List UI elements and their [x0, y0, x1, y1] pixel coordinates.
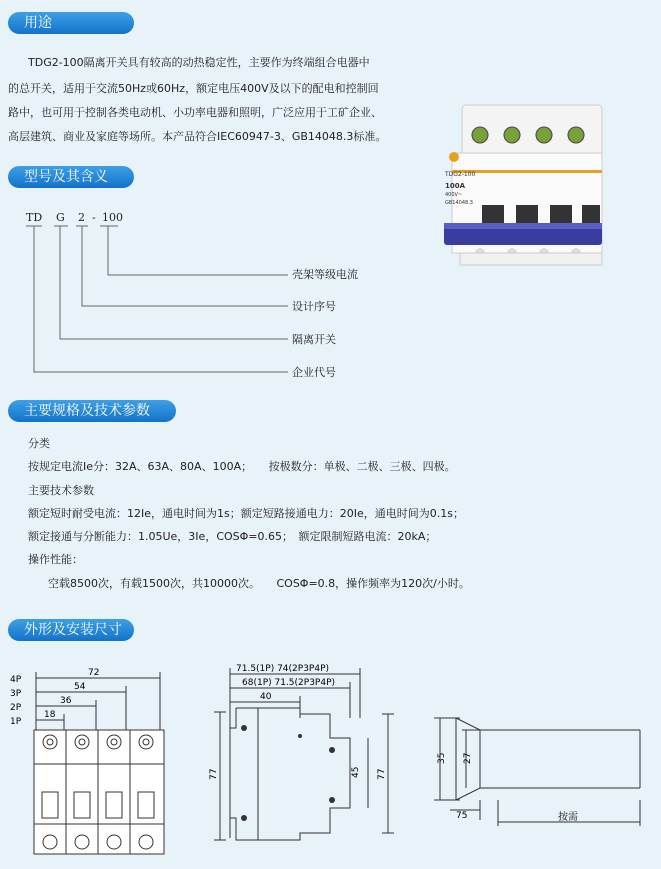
spec-tech-line-2: 额定接通与分断能力：1.05Ue，3Ie，COSΦ=0.65； 额定限制短路电流：20kA； — [28, 530, 437, 543]
pole-2p: 2P — [10, 703, 22, 713]
usage-line-1: TDG2-100隔离开关具有较高的动热稳定性，主要作为终端组合电器中 — [28, 56, 370, 69]
side-view-drawing — [200, 658, 410, 858]
spec-tech-title: 主要技术参数 — [28, 484, 94, 497]
side-top-dim-2: 68(1P) 71.5(2P3P4P) — [242, 678, 336, 688]
spec-classification-line: 按规定电流Ie分：32A、63A、80A、100A； 按极数分：单极、二极、三极、四极。 — [28, 460, 456, 473]
model-part-100: 100 — [102, 211, 123, 224]
product-rating-text: 100A — [445, 182, 466, 190]
width-36: 36 — [60, 696, 72, 706]
spec-operation-line: 空载8500次，有载1500次，共10000次。 COSΦ=0.8，操作频率为120次/小时。 — [48, 577, 470, 590]
usage-line-2: 的总开关，适用于交流50Hz或60Hz，额定电压400V及以下的配电和控制回 — [8, 82, 379, 95]
side-dim-77a: 77 — [209, 768, 219, 780]
model-code-lines — [0, 0, 300, 390]
width-72: 72 — [88, 668, 100, 678]
width-54: 54 — [74, 682, 86, 692]
section-dimensions-header: 外形及安装尺寸 — [8, 619, 134, 641]
rail-dim-75: 75 — [456, 811, 468, 821]
rail-dim-35: 35 — [437, 752, 447, 764]
model-meaning-enterprise: 企业代号 — [292, 366, 336, 379]
model-meaning-isolator: 隔离开关 — [292, 333, 336, 346]
model-part-td: TD — [26, 211, 43, 224]
product-model-text: TDG2-100 — [445, 171, 476, 178]
rail-view-drawing — [420, 700, 650, 840]
section-model-header: 型号及其含义 — [8, 166, 134, 188]
model-part-2: 2 — [78, 211, 85, 224]
product-standard-text: GB14048.3 — [445, 200, 473, 206]
spec-tech-line-1: 额定短时耐受电流：12Ie，通电时间为1s；额定短路接通电力：20Ie，通电时间为0.1s； — [28, 507, 464, 520]
side-dim-77b: 77 — [377, 768, 387, 780]
product-image — [440, 95, 620, 275]
section-specs-header: 主要规格及技术参数 — [8, 400, 176, 422]
side-dim-40: 40 — [260, 692, 272, 702]
pole-3p: 3P — [10, 689, 22, 699]
side-top-dim-1: 71.5(1P) 74(2P3P4P) — [236, 664, 330, 674]
rail-label-as-needed: 按需 — [558, 812, 578, 823]
side-dim-45: 45 — [351, 766, 361, 778]
section-usage-header: 用途 — [8, 12, 134, 34]
model-meaning-current: 壳架等级电流 — [292, 268, 358, 281]
spec-operation-title: 操作性能： — [28, 553, 83, 566]
usage-line-4: 高层建筑、商业及家庭等场所。本产品符合IEC60947-3、GB14048.3标准。 — [8, 130, 387, 143]
rail-dim-27: 27 — [463, 752, 473, 764]
model-part-g: G — [56, 211, 65, 224]
pole-1p: 1P — [10, 717, 22, 727]
model-meaning-design: 设计序号 — [292, 300, 336, 313]
pole-4p: 4P — [10, 675, 22, 685]
front-view-drawing — [8, 664, 178, 859]
product-rating2-text: 400V~ — [445, 192, 463, 198]
spec-classification-title: 分类 — [28, 437, 50, 450]
usage-line-3: 路中，也可用于控制各类电动机、小功率电器和照明，广泛应用于工矿企业、 — [8, 106, 382, 119]
width-18: 18 — [44, 710, 56, 720]
model-part-dash: - — [92, 211, 96, 224]
